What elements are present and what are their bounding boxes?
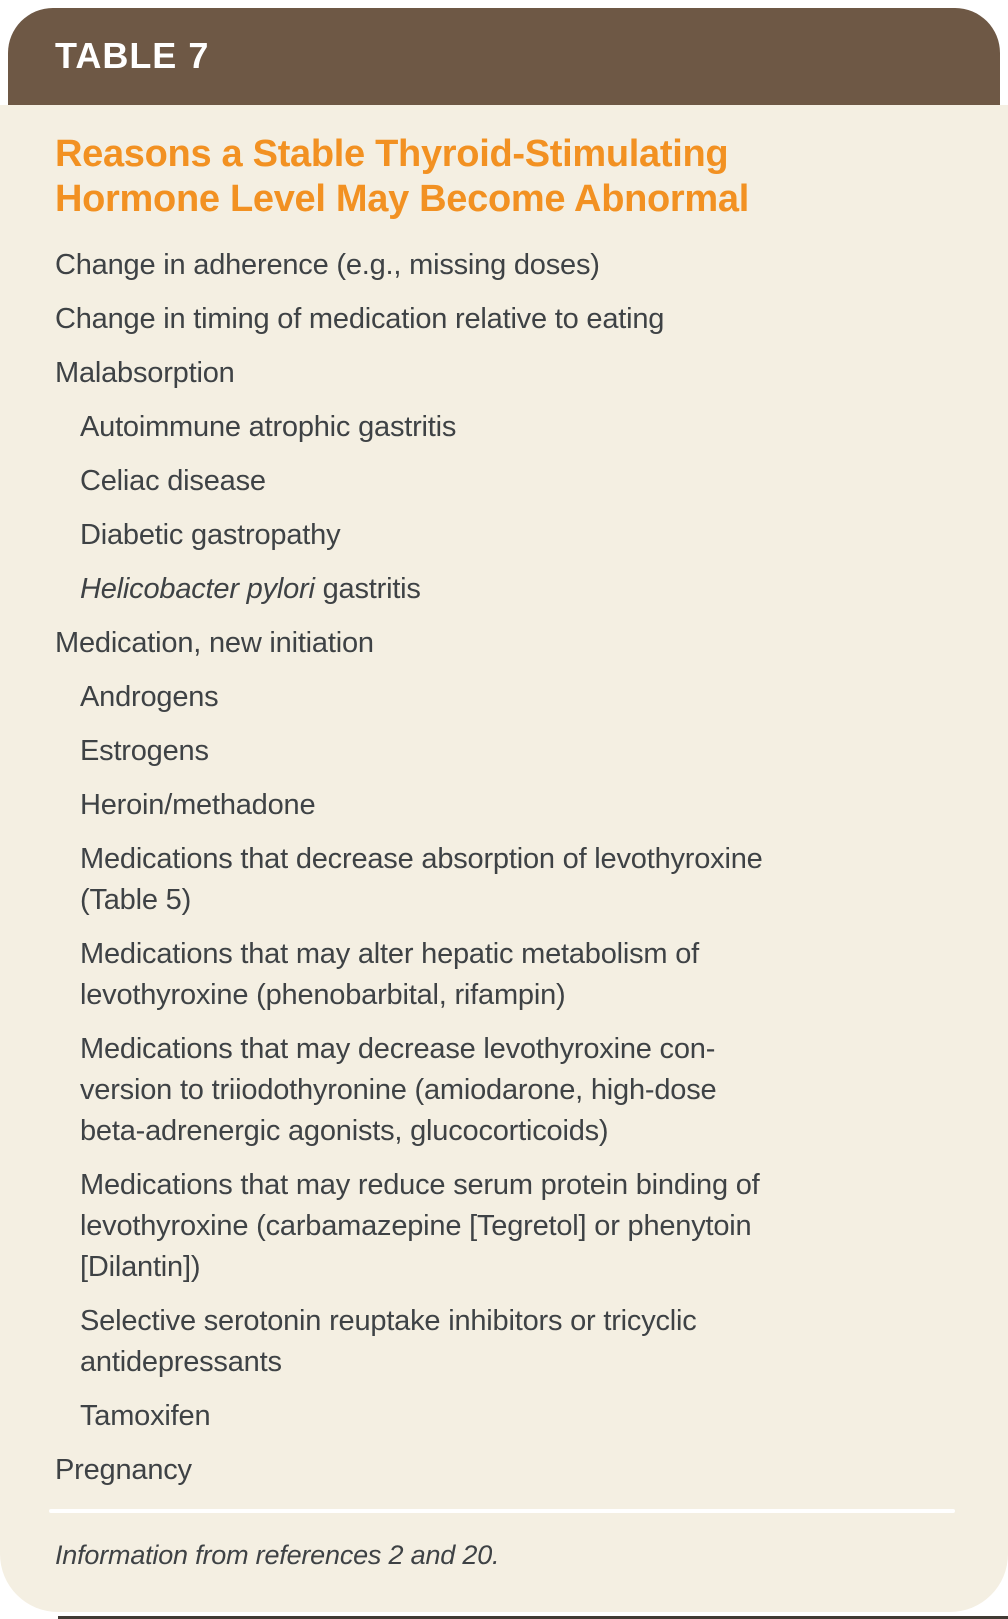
list-item: Tamoxifen	[80, 1400, 211, 1432]
table-header-bar	[8, 8, 1000, 105]
list-item: Change in adherence (e.g., missing doses)	[55, 249, 600, 281]
list-item: Diabetic gastropathy	[80, 519, 341, 551]
list-item: Medications that decrease absorption of levothyroxine (Table 5)	[80, 843, 763, 916]
table-body-panel	[0, 105, 1008, 1612]
footnote-divider	[49, 1509, 955, 1513]
list-item: Medications that may reduce serum protein binding of levothyroxine (carbamazepine [Tegretol] or phenytoin [Dilantin])	[80, 1169, 760, 1283]
list-item: Change in timing of medication relative to eating	[55, 303, 665, 335]
list-item: Estrogens	[80, 735, 209, 767]
list-item: Androgens	[80, 681, 219, 713]
list-item: Medications that may decrease levothyroxine con- version to triiodothyronine (amiodarone, high-dose beta-adrenergic agonists, glucocorticoids)	[80, 1033, 717, 1147]
list-item: Medication, new initiation	[55, 627, 374, 659]
species-name: Helicobacter pylori	[80, 573, 315, 605]
list-item	[55, 569, 960, 610]
list-item: Medications that may alter hepatic metabolism of levothyroxine (phenobarbital, rifampin)	[80, 938, 700, 1011]
list-item: Selective serotonin reuptake inhibitors or tricyclic antidepressants	[80, 1305, 697, 1378]
list-item: Heroin/methadone	[80, 789, 316, 821]
reason-list	[55, 245, 960, 1491]
footnote: Information from references 2 and 20.	[55, 1540, 500, 1570]
list-item: Pregnancy	[55, 1454, 192, 1486]
list-item-text: gastritis	[314, 573, 421, 605]
table-title: Reasons a Stable Thyroid-Stimulating Hormone Level May Become Abnormal	[55, 133, 749, 220]
table-number-label: TABLE 7	[55, 35, 210, 76]
list-item: Celiac disease	[80, 465, 266, 497]
list-item: Autoimmune atrophic gastritis	[80, 411, 457, 443]
list-item: Malabsorption	[55, 357, 235, 389]
